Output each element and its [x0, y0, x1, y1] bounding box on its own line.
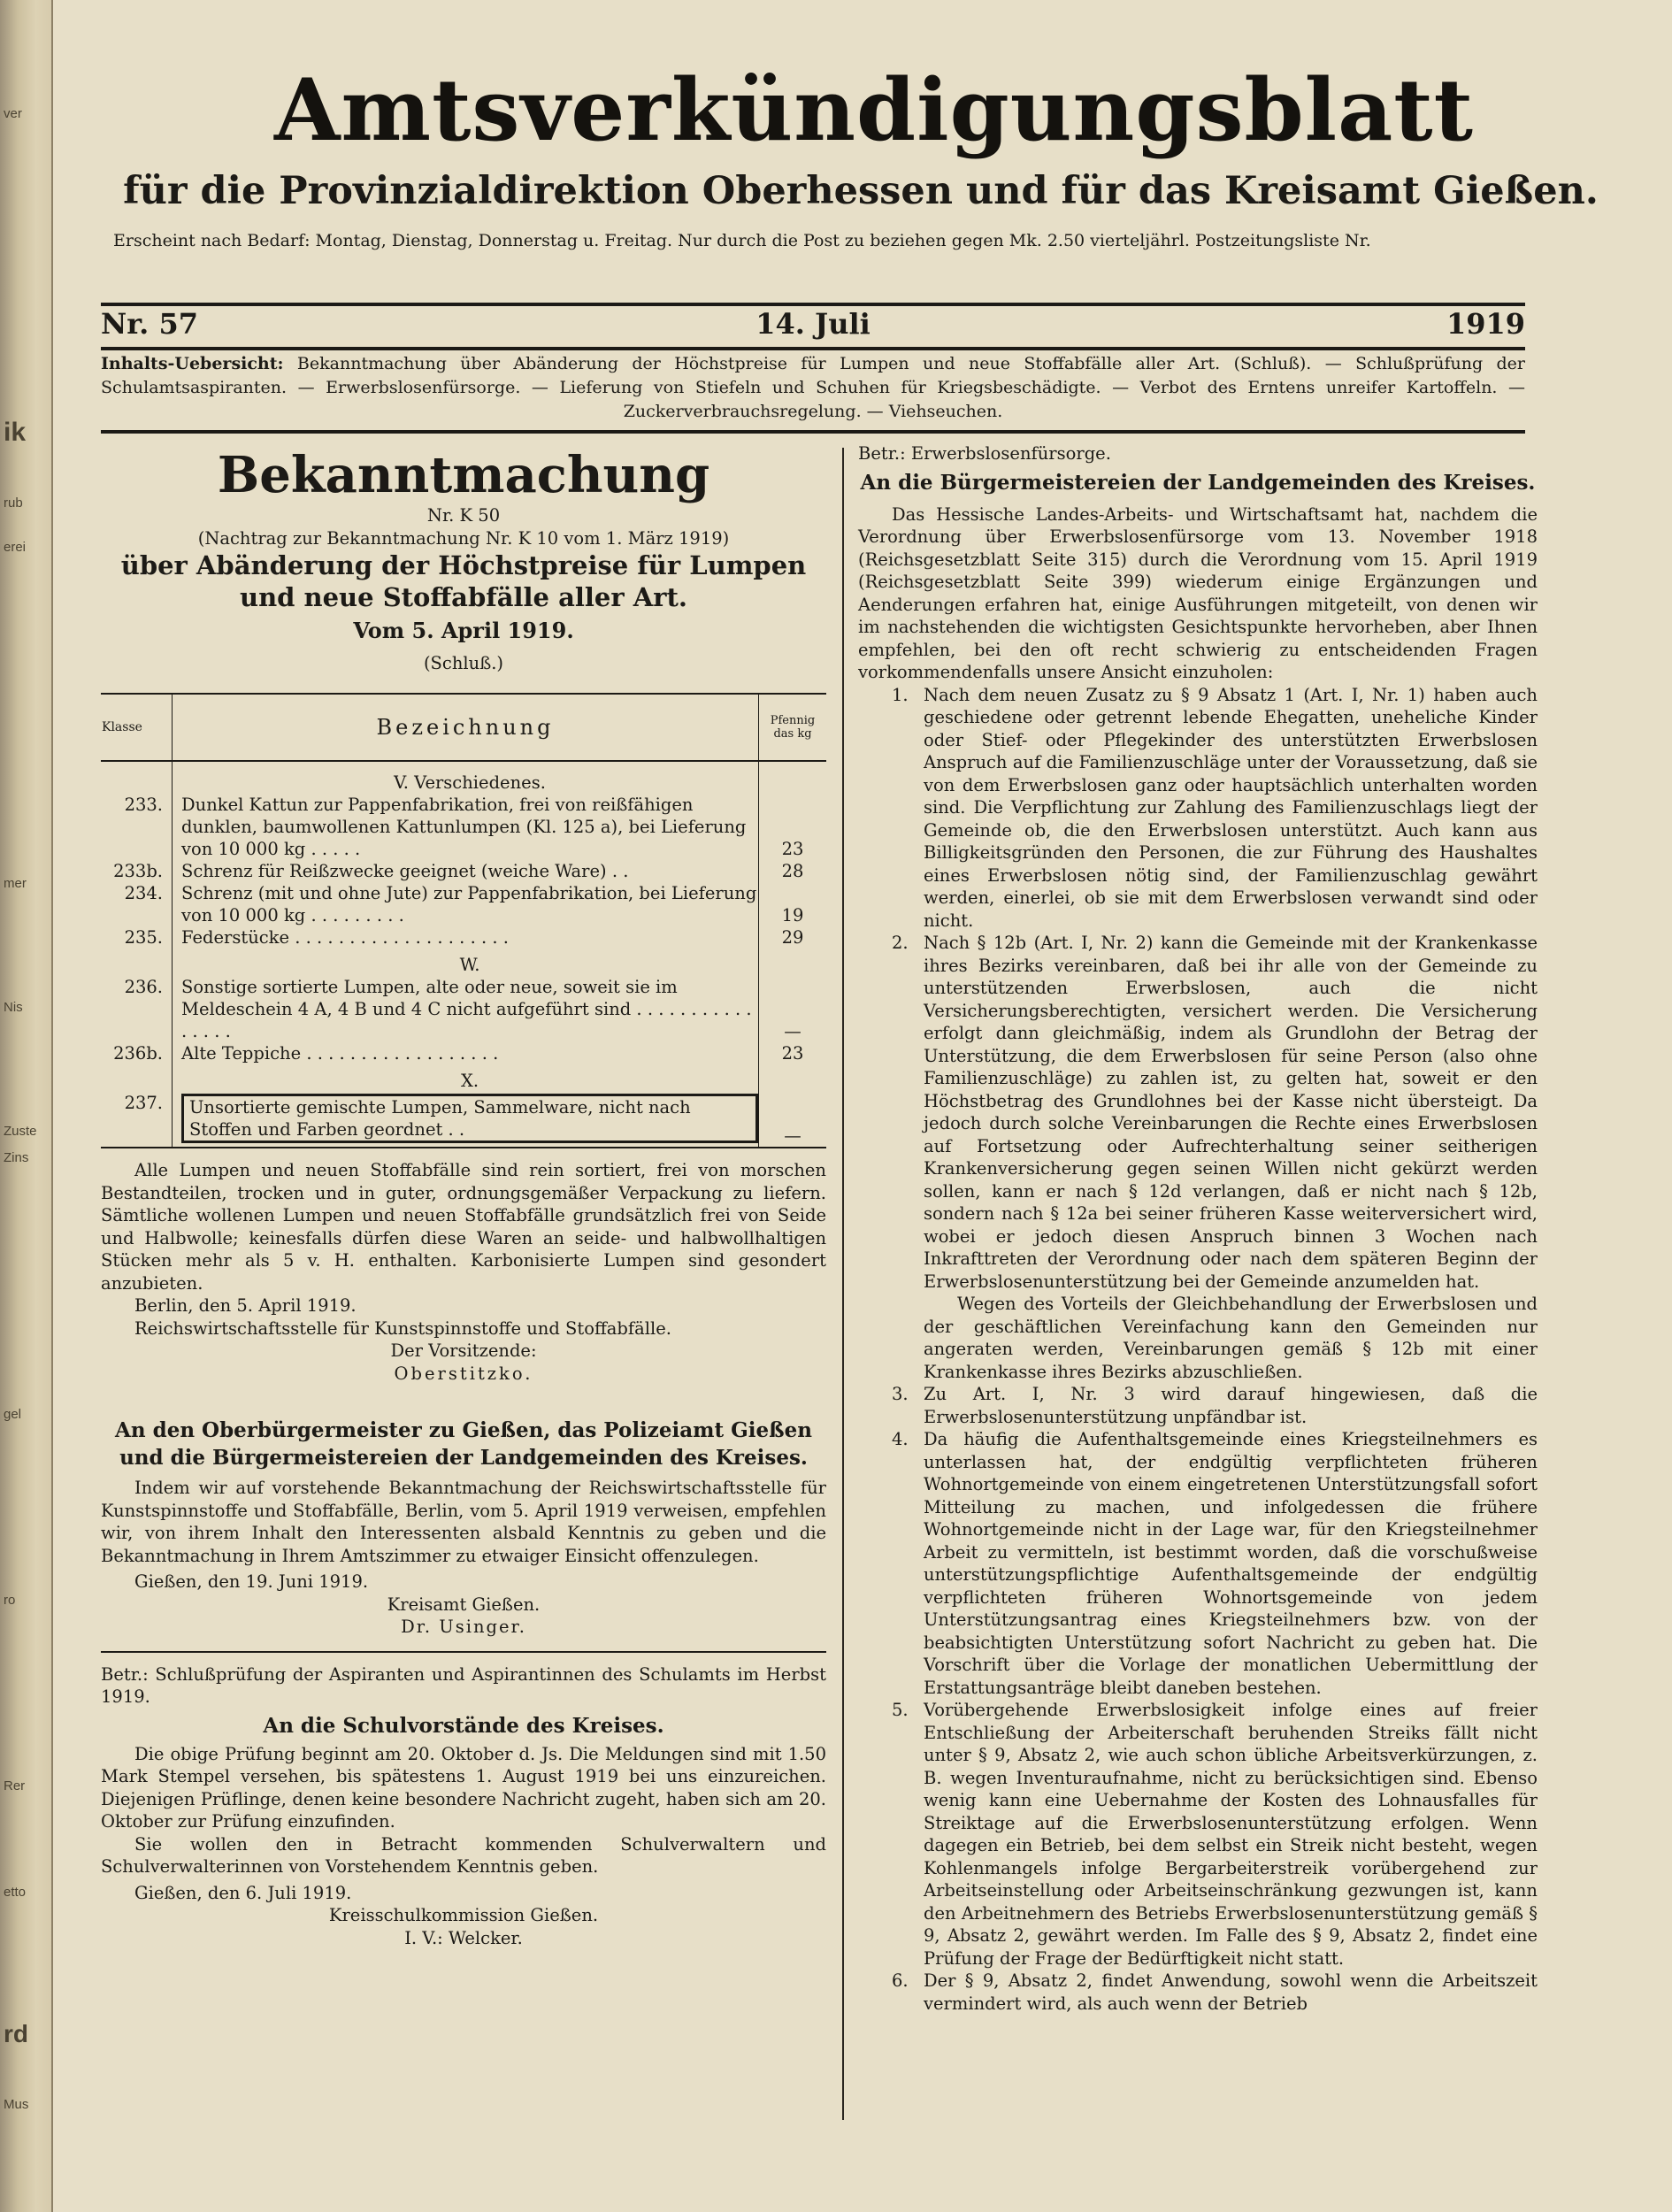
binding-fragment: erei — [4, 540, 27, 555]
list-item — [858, 1428, 1538, 1699]
table-row — [101, 794, 826, 860]
row-klasse: 234. — [101, 882, 173, 926]
table-row — [101, 1042, 826, 1064]
issue-bar — [101, 306, 1525, 342]
notice-schluss: (Schluß.) — [423, 653, 504, 673]
row-price: — — [784, 1021, 801, 1041]
row-price: — — [759, 1092, 827, 1148]
table-row — [101, 976, 826, 1042]
issue-date: 14. Juli — [755, 307, 871, 341]
item-text: Nach § 12b (Art. I, Nr. 2) kann die Gemeinde mit der Krankenkasse ihres Bezirks vereinbaren, daß bei ihr alle von der Gemeinde zu unterstützenden Erwerbslosen, auch die nicht Versicherungsberechtigten, versichert werden. Die Versicherung erfolgt dann gleichmäßig, indem als Grundlohn der Betrag der Unterstützung, die dem Erwerbslosen für seine Person (also ohne Familienzuschläge) zu zahlen ist, zu gelten hat, soweit er den Höchstbetrag des Grundlohnes bei der Kasse nicht übersteigt. Da jedoch durch solche Vereinbarungen die Rechte eines Erwerbslosen auf Fortsetzung oder Aufrechterhaltung seiner seitherigen Krankenversicherung gegen seinen Willen nicht gekürzt werden sollen, kann er nach § 12d verlangen, daß er nicht nach § 12b, sondern nach § 12a bei seiner früheren Kasse weiterversichert wird, wobei er jedoch diesen Anspruch binnen 3 Wochen nach Inkrafttreten der Verordnung oder nach dem späteren Beginn der Erwerbslosenunterstützung bei der Gemeinde anzumelden hat. — [924, 933, 1538, 1292]
table-of-contents — [101, 352, 1525, 424]
newspaper-title: Amtsverkündigungsblatt — [274, 60, 1474, 160]
row-klasse: 237. — [101, 1092, 173, 1148]
row-price: 29 — [781, 927, 804, 948]
table-row — [101, 860, 826, 882]
binding-fragment: ik — [4, 418, 27, 447]
binding-fragment: Zins — [4, 1150, 29, 1165]
row-text: Alte Teppiche . . . . . . . . . . . . . . . . . . — [173, 1042, 759, 1064]
table-row — [101, 926, 826, 949]
list-item — [858, 1970, 1538, 2015]
row-klasse: 236. — [101, 976, 173, 1042]
notice-addressee: An die Schulvorstände des Kreises. — [263, 1713, 664, 1738]
right-column — [858, 442, 1538, 2015]
newspaper-page — [51, 0, 1672, 2212]
table-header — [101, 694, 826, 761]
list-item — [858, 1383, 1538, 1428]
item-number: 2. — [892, 933, 909, 953]
row-text: Unsortierte gemischte Lumpen, Sammelware, nicht nach Stoffen und Farben geordnet . . — [181, 1094, 758, 1143]
price-table — [101, 693, 826, 1148]
notice-supplement: (Nachtrag zur Bekanntmachung Nr. K 10 vom 1. März 1919) — [197, 527, 730, 549]
list-item — [858, 932, 1538, 1383]
table-row — [101, 1092, 826, 1148]
item-extra: Wegen des Vorteils der Gleichbehandlung der Erwerbslosen und der geschäftlichen Vereinfachung kann den Gemeinden nur angeraten werden, Vereinbarungen gemäß § 12b mit einer Krankenkasse ihres Bezirks abzuschließen. — [924, 1294, 1538, 1382]
binding-fragment: mer — [4, 876, 27, 891]
binding-fragment: rub — [4, 495, 23, 511]
binding-fragment: Zuste — [4, 1124, 37, 1139]
table-row — [101, 882, 826, 926]
row-klasse: 233. — [101, 794, 173, 860]
col-header-pfennig: Pfennig das kg — [759, 694, 827, 761]
binding-fragment: Mus — [4, 2097, 29, 2112]
column-separator — [842, 448, 844, 2120]
notice-addressee: An den Oberbürgermeister zu Gießen, das Polizeiamt Gießen und die Bürgermeistereien der Landgemeinden des Kreises. — [115, 1418, 812, 1470]
betreff: Betr.: Erwerbslosenfürsorge. — [858, 443, 1111, 464]
notice-addressee: An die Bürgermeistereien der Landgemeinden des Kreises. — [860, 470, 1536, 495]
paragraph: Das Hessische Landes-Arbeits- und Wirtschaftsamt hat, nachdem die Verordnung über Erwerbslosenfürsorge vom 13. November 1918 (Reichsgesetzblatt Seite 315) durch die Verordnung vom 15. April 1919 (Reichsgesetzblatt Seite 399) wiederum einige Ergänzungen und Aenderungen erfahren hat, einige Ausführungen mitgeteilt, von denen wir im nachstehenden die wichtigsten Gesichtspunkte hervorheben, aber Ihnen empfehlen, bei den oft recht schwierig zu entscheidenden Fragen vorkommendenfalls unsere Ansicht einzuholen: — [858, 503, 1538, 682]
binding-fragment: etto — [4, 1885, 27, 1900]
binding-fragment: rd — [4, 2020, 28, 2047]
newspaper-subtitle: für die Provinzialdirektion Oberhessen und für das Kreisamt Gießen. — [123, 169, 1599, 213]
paragraph: Indem wir auf vorstehende Bekanntmachung der Reichswirtschaftsstelle für Kunstspinnstoffe und Stoffabfälle, Berlin, vom 5. April 1919 verweisen, empfehlen wir, von ihrem Inhalt den Interessenten alsbald Kenntnis zu geben und die Bekanntmachung in Ihrem Amtszimmer zu etwaiger Einsicht offenzulegen. — [101, 1478, 826, 1566]
row-text: Schrenz (mit und ohne Jute) zur Pappenfabrikation, bei Lieferung von 10 000 kg . . . . . . . . . — [173, 882, 759, 926]
issuing-office: Reichswirtschaftsstelle für Kunstspinnstoffe und Stoffabfälle. — [134, 1317, 671, 1339]
chair-title: Der Vorsitzende: — [390, 1340, 537, 1361]
issuing-office: Kreisamt Gießen. — [387, 1594, 541, 1615]
notice-number: Nr. K 50 — [426, 505, 501, 526]
binding-fragment: gel — [4, 1407, 22, 1422]
issue-number: Nr. 57 — [101, 307, 198, 341]
item-number: 4. — [892, 1429, 909, 1449]
notice-heading: Bekanntmachung — [217, 446, 710, 504]
item-number: 5. — [892, 1700, 909, 1720]
item-number: 1. — [892, 684, 909, 705]
binding-fragment: ro — [4, 1593, 16, 1608]
row-klasse: 233b. — [101, 860, 173, 882]
row-price: 28 — [781, 861, 804, 881]
item-list — [858, 684, 1538, 2016]
col-header-bezeichnung: Bezeichnung — [173, 694, 759, 761]
group-heading: V. Verschiedenes. — [173, 761, 759, 794]
row-text: Sonstige sortierte Lumpen, alte oder neue, soweit sie im Meldeschein 4 A, 4 B und 4 C nicht aufgeführt sind . . . . . . . . . . . . . . . . — [173, 976, 759, 1042]
left-column — [101, 442, 826, 1949]
place-date: Gießen, den 6. Juli 1919. — [134, 1882, 352, 1903]
toc-label: Inhalts-Uebersicht: — [101, 354, 284, 373]
row-klasse: 236b. — [101, 1042, 173, 1064]
binding-fragment: ver — [4, 106, 22, 121]
item-text: Nach dem neuen Zusatz zu § 9 Absatz 1 (Art. I, Nr. 1) haben auch geschiedene oder getrennt lebende Ehegatten, uneheliche Kinder oder Stief- oder Pflegekinder des unterstützten Erwerbslosen Anspruch auf die Familienzuschläge unter der Voraussetzung, daß sie von dem Erwerbslosen ganz oder hauptsächlich unterhalten worden sind. Die Verpflichtung zur Zahlung des Familienzuschlags liegt der Gemeinde ob, die den Erwerbslosen unterstützt. Auch kann aus Billigkeitsgründen den Personen, die zur Führung des Haushaltes eines Erwerbslosen nötig sind, der Familienzuschlag gewährt werden, einerlei, ob sie mit dem Erwerbslosen verwandt sind oder nicht. — [924, 684, 1538, 931]
item-text: Vorübergehende Erwerbslosigkeit infolge eines auf freier Entschließung der Arbeiterschaft beruhenden Streiks fällt nicht unter § 9, Absatz 2, wie auch schon übliche Arbeitsverkürzungen, z. B. wegen Inventuraufnahme, nicht zu berücksichtigen sind. Ebenso wenig kann eine Uebernahme der Kosten des Lohnausfalles für Streiktage auf die Erwerbslosenunterstützung erfolgen. Wenn dagegen ein Betrieb, bei dem selbst ein Streik nicht besteht, wegen Kohlenmangels infolge Bergarbeiterstreik vorübergehend zur Arbeitseinstellung oder Arbeitseinschränkung gezwungen ist, kann den Arbeitnehmern des Betriebs Erwerbslosenunterstützung gemäß § 9, Absatz 2, gewährt werden. Im Falle des § 9, Absatz 2, findet eine Prüfung der Frage der Bedürftigkeit nicht statt. — [924, 1700, 1538, 1969]
betreff: Betr.: Schlußprüfung der Aspiranten und Aspirantinnen des Schulamts im Herbst 1919. — [101, 1663, 826, 1707]
binding-edge — [0, 0, 53, 2212]
chair-name: Oberstitzko. — [394, 1363, 533, 1384]
item-text: Zu Art. I, Nr. 3 wird darauf hingewiesen, daß die Erwerbslosenunterstützung unpfändbar ist. — [924, 1384, 1538, 1427]
issuing-office: Kreisschulkommission Gießen. — [328, 1905, 599, 1925]
signature: Dr. Usinger. — [401, 1617, 526, 1637]
notice-subject: über Abänderung der Höchstpreise für Lumpen und neue Stoffabfälle aller Art. — [120, 550, 807, 612]
paragraph: Sie wollen den in Betracht kommenden Schulverwaltern und Schulverwalterinnen von Vorstehendem Kenntnis geben. — [101, 1833, 826, 1877]
list-item — [858, 1699, 1538, 1970]
col-header-klasse: Klasse — [101, 694, 173, 761]
paragraph: Die obige Prüfung beginnt am 20. Oktober d. Js. Die Meldungen sind mit 1.50 Mark Stempel versehen, bis spätestens 1. August 1919 bei uns einzureichen. Diejenigen Prüflinge, denen keine besondere Nachricht zugeht, haben sich am 20. Oktober zur Prüfung einzufinden. — [101, 1743, 826, 1832]
row-text: Schrenz für Reißzwecke geeignet (weiche Ware) . . — [173, 860, 759, 882]
publication-info: Erscheint nach Bedarf: Montag, Dienstag, Donnerstag u. Freitag. Nur durch die Post zu beziehen gegen Mk. 2.50 vierteljährl. Postzeitungsliste Nr. — [113, 231, 1371, 250]
issue-year: 1919 — [1446, 307, 1525, 341]
place-date: Berlin, den 5. April 1919. — [134, 1295, 357, 1316]
group-heading: X. — [173, 1064, 759, 1092]
row-price: 23 — [781, 1043, 804, 1064]
rule-toc — [101, 430, 1525, 434]
divider — [101, 1651, 826, 1653]
place-date: Gießen, den 19. Juni 1919. — [134, 1571, 369, 1592]
list-item — [858, 684, 1538, 933]
row-klasse: 235. — [101, 926, 173, 949]
row-text: Dunkel Kattun zur Pappenfabrikation, frei von reißfähigen dunklen, baumwollenen Kattunlumpen (Kl. 125 a), bei Lieferung von 10 000 kg . . . . . — [173, 794, 759, 860]
group-heading: W. — [173, 949, 759, 976]
item-text: Da häufig die Aufenthaltsgemeinde eines Kriegsteilnehmers es unterlassen hat, der endgültig verpflichteten früheren Wohnortgemeinde von einem eingetretenen Unterstützungsfall sofort Mitteilung zu machen, und infolgedessen die frühere Wohnortgemeinde nicht in der Lage war, für den Kriegsteilnehmer Arbeit zu vermitteln, ist bestimmt worden, daß die vorschußweise unterstützungspflichtige Aufenthaltsgemeinde der endgültig verpflichteten früheren Wohnortsgemeinde von jedem Unterstützungsantrag eines Kriegsteilnehmers bzw. von der beabsichtigten Unterstützung sofort Nachricht zu geben hat. Die Vorschrift über die Vorlage der monatlichen Uebermittlung der Erstattungsanträge bleibt daneben bestehen. — [924, 1429, 1538, 1698]
binding-fragment: Nis — [4, 1000, 23, 1015]
notice-dated: Vom 5. April 1919. — [353, 618, 574, 643]
toc-text: Bekanntmachung über Abänderung der Höchstpreise für Lumpen und neue Stoffabfälle aller Art. (Schluß). — Schlußprüfung der Schulamtsaspiranten. — Erwerbslosenfürsorge. — Lieferung von Stiefeln und Schuhen für Kriegsbeschädigte. — Verbot des Erntens unreifer Kartoffeln. — Zuckerverbrauchsregelung. — Viehseuchen. — [101, 354, 1525, 421]
paragraph: Alle Lumpen und neuen Stoffabfälle sind rein sortiert, frei von morschen Bestandteilen, trocken und in guter, ordnungsgemäßer Verpackung zu liefern. Sämtliche wollenen Lumpen und neuen Stoffabfälle grundsätzlich frei von Seide und Halbwolle; keinesfalls dürfen diese Waren an seide- und halbwollhaltigen Stücken mehr als 5 v. H. enthalten. Karbonisierte Lumpen sind gesondert anzubieten. — [101, 1160, 826, 1294]
item-number: 3. — [892, 1384, 909, 1404]
item-text: Der § 9, Absatz 2, findet Anwendung, sowohl wenn die Arbeitszeit vermindert wird, als auch wenn der Betrieb — [924, 1970, 1538, 2014]
row-price: 23 — [781, 839, 804, 859]
item-number: 6. — [892, 1970, 909, 1991]
row-price: 19 — [781, 905, 804, 926]
masthead — [87, 62, 1608, 251]
binding-fragment: Rer — [4, 1778, 26, 1793]
rule-issue — [101, 347, 1525, 350]
row-text: Federstücke . . . . . . . . . . . . . . . . . . . . — [173, 926, 759, 949]
signature: I. V.: Welcker. — [404, 1927, 523, 1948]
